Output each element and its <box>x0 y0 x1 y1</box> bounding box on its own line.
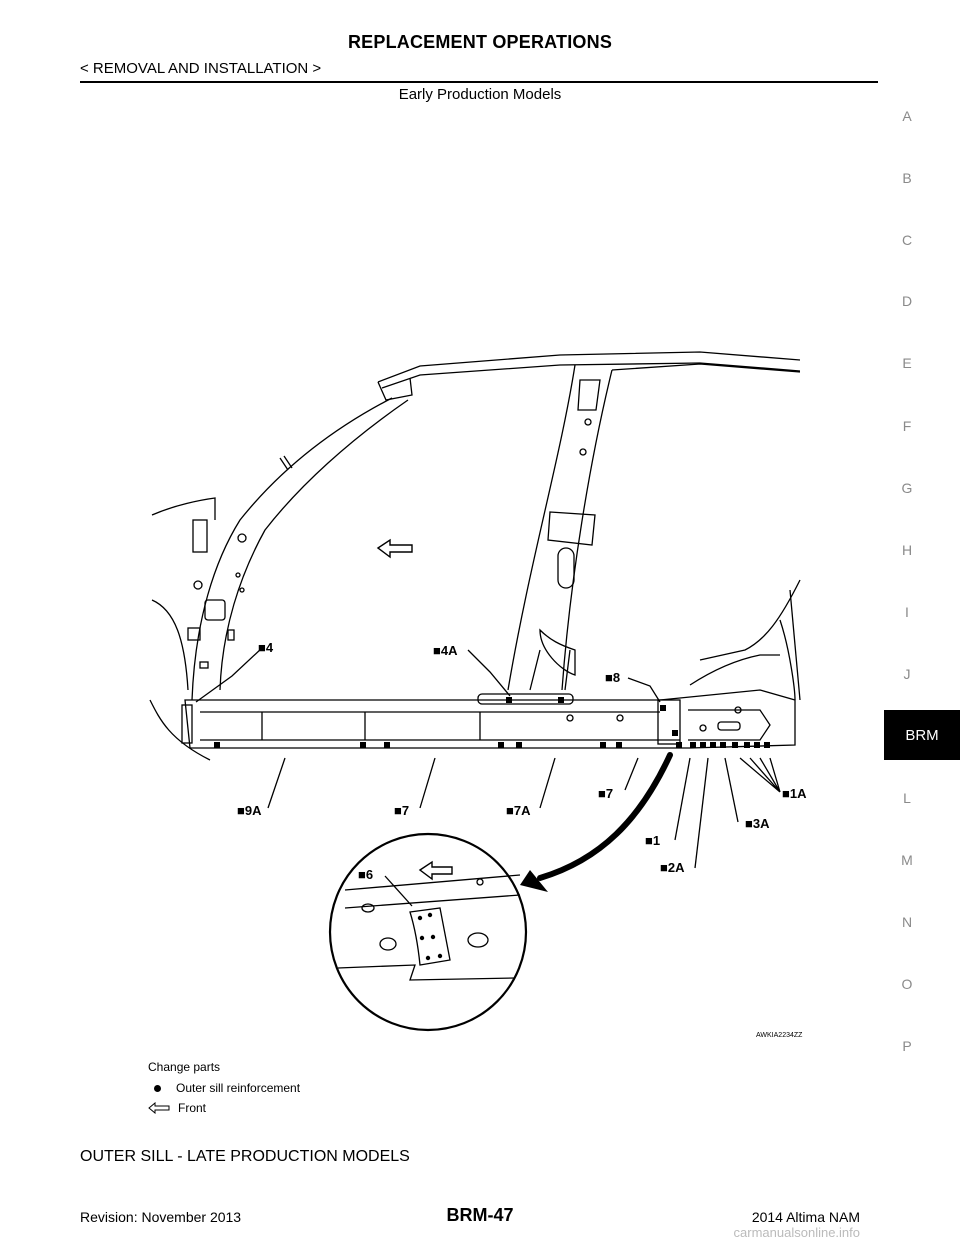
callout-1-text: 1 <box>652 833 661 848</box>
callout-8: ■8 <box>605 670 621 685</box>
watermark: carmanualsonline.info <box>733 1225 860 1240</box>
side-index-letter[interactable]: H <box>901 542 913 558</box>
side-index-letter[interactable]: D <box>901 293 913 309</box>
callout-3a: ■3A <box>745 816 770 831</box>
callout-7-right-text: 7 <box>605 786 614 801</box>
callout-1a: ■1A <box>782 786 807 801</box>
callout-4a-text: 4A <box>440 643 458 658</box>
callout-1a-text: 1A <box>789 786 807 801</box>
legend-front <box>148 1101 206 1115</box>
figure-code: AWKIA2234ZZ <box>756 1032 803 1039</box>
callout-7-left: ■7 <box>394 803 410 818</box>
side-index-letter[interactable]: F <box>902 418 912 434</box>
callout-6: ■6 <box>358 867 374 882</box>
callout-7a: ■7A <box>506 803 531 818</box>
side-index-letter[interactable]: O <box>901 976 913 992</box>
callout-4a: ■4A <box>433 643 458 658</box>
callout-4: ■4 <box>258 640 274 655</box>
figure-subheading: Early Production Models <box>398 86 562 103</box>
callout-9a: ■9A <box>237 803 262 818</box>
side-index-letter[interactable]: L <box>903 790 911 806</box>
side-index-letter[interactable]: J <box>903 666 911 682</box>
callout-2a: ■2A <box>660 860 685 875</box>
callout-9a-text: 9A <box>244 803 262 818</box>
footer-page-number: BRM-47 <box>446 1205 514 1225</box>
callout-1: ■1 <box>645 833 661 848</box>
footer-model: 2014 Altima NAM <box>751 1209 860 1225</box>
side-index-letter[interactable]: I <box>905 604 909 620</box>
side-index-letter[interactable]: A <box>902 108 912 124</box>
active-section-tab[interactable]: BRM <box>884 710 960 760</box>
footer-revision: Revision: November 2013 <box>80 1209 242 1225</box>
side-index-letter[interactable]: C <box>901 232 913 248</box>
legend-front-label: Front <box>178 1101 207 1115</box>
legend-item-label: Outer sill reinforcement <box>176 1081 301 1095</box>
legend-item <box>148 1081 300 1095</box>
side-index-letter[interactable]: G <box>901 480 913 496</box>
outer-sill-diagram <box>148 340 868 1045</box>
front-arrow-icon <box>148 1102 170 1114</box>
callout-2a-text: 2A <box>667 860 685 875</box>
callout-8-text: 8 <box>612 670 621 685</box>
callout-3a-text: 3A <box>752 816 770 831</box>
side-index-letter[interactable]: M <box>901 852 913 868</box>
callout-6-text: 6 <box>365 867 374 882</box>
header-rule <box>80 81 878 83</box>
callout-7a-text: 7A <box>513 803 531 818</box>
side-index-letter[interactable]: B <box>902 170 912 186</box>
callout-7-right: ■7 <box>598 786 614 801</box>
side-index-letter[interactable]: E <box>902 355 912 371</box>
next-section-heading: OUTER SILL - LATE PRODUCTION MODELS <box>80 1148 410 1165</box>
section-breadcrumb: < REMOVAL AND INSTALLATION > <box>80 60 322 77</box>
bullet-icon <box>154 1085 161 1092</box>
page-title: REPLACEMENT OPERATIONS <box>347 32 613 52</box>
legend-title: Change parts <box>148 1060 221 1074</box>
callout-7-left-text: 7 <box>401 803 410 818</box>
side-index-letter[interactable]: P <box>902 1038 912 1054</box>
callout-4-text: 4 <box>265 640 274 655</box>
side-index-letter[interactable]: N <box>901 914 913 930</box>
